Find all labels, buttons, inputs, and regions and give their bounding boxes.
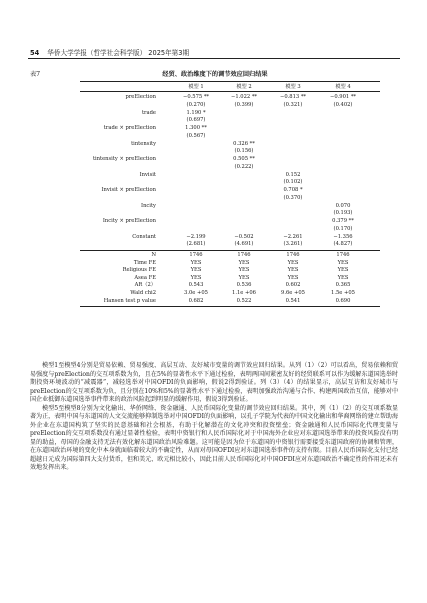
stat-cell: YES [337, 259, 349, 266]
stat-cell: 3.0e +05 [184, 290, 208, 296]
stat-cell: 1746 [189, 252, 203, 258]
row-label: Invisit [139, 171, 156, 178]
table-cell: (0.102) [283, 179, 303, 186]
table-cell: (0.321) [283, 101, 303, 108]
row-label: Constant [132, 233, 156, 240]
stat-label: N [151, 252, 156, 258]
stat-cell: YES [337, 274, 349, 281]
journal-name: 华侨大学学报（哲学社会科学版） 2025年第3期 [47, 49, 190, 57]
table-cell: −0.575 ** [182, 94, 210, 100]
stat-cell: 1.5e +05 [331, 290, 355, 296]
table-cell: (0.193) [333, 210, 353, 217]
stat-cell: YES [287, 274, 299, 281]
stat-cell: 0.522 [236, 297, 252, 304]
table-cell: 0.379 ** [332, 218, 354, 224]
table-cell: 1.300 ** [185, 125, 207, 131]
row-label: tintensity × preElection [92, 156, 156, 162]
column-header: 模型 2 [236, 84, 252, 90]
table-cell: (0.402) [333, 101, 353, 108]
stat-cell: YES [190, 267, 202, 274]
stat-cell: YES [238, 267, 250, 274]
row-label: Invisit × preElection [101, 187, 156, 193]
stat-cell: 0.543 [188, 282, 204, 289]
table-cell: −2.199 [186, 233, 206, 240]
table-cell: 0.326 ** [233, 140, 255, 147]
table-cell: 0.708 * [283, 187, 303, 193]
table-cell: (4.691) [234, 241, 254, 248]
stat-cell: 1.1e +06 [232, 290, 256, 296]
table-cell: −2.261 [283, 233, 303, 240]
column-header: 模型 3 [285, 84, 301, 90]
stat-label: Wald chi2 [130, 290, 156, 296]
paragraph: 模型1至模型4分别是贸易依赖、贸易强度、高层互动、友好城市变量的调节效应回归结果。从列（1）（2）可以看出，贸易依赖和贸易强度与preElection的交互项系数为负，且在5%的显著性水平下通过检验，表明两国间紧密友好的经贸联系可以作为缓解东道国选举时期投资环境波动的“减震器”，减轻选举对中国OFDI的负面影响，假说2得到验证。列（3）（4）的结果显示，高层互访和友好城市与preElection的交互项系数为负，且分别在10%和5%的显著性水平下通过检验，表明加强政治沟通与合作、构建两国政治互信，能够对中国企业抵御东道国选举事件带来的政治风险起到明显的缓解作用，假说3得到验证。 [30, 362, 398, 403]
stat-cell: YES [287, 267, 299, 274]
column-header: 模型 1 [188, 84, 204, 90]
table-cell: (3.261) [283, 241, 303, 248]
table-cell: 0.152 [285, 171, 301, 178]
table-number: 表7 [30, 71, 41, 78]
table-title: 经贸、政治维度下的调节效应回归结果 [162, 71, 268, 78]
table-bottom-rule [80, 306, 380, 307]
body-text [30, 362, 398, 473]
stat-cell: 0.690 [335, 297, 351, 304]
stat-cell: YES [337, 267, 349, 274]
stat-cell: YES [190, 274, 202, 281]
stat-cell: YES [238, 259, 250, 266]
table-cell: 1.190 * [186, 109, 206, 116]
table-cell: (0.567) [186, 132, 206, 139]
table-cell: −1.356 [333, 233, 353, 240]
page-number: 54 [30, 49, 40, 57]
row-label: Incity × preElection [102, 218, 156, 224]
row-label: tintensity [131, 140, 156, 147]
stat-cell: 0.682 [188, 297, 204, 304]
table-cell: (0.399) [234, 101, 254, 108]
table-cell: 0.070 [335, 202, 351, 209]
table-cell: (0.170) [333, 225, 353, 232]
row-label: Incity [141, 202, 156, 209]
running-head [30, 47, 400, 57]
header-rule [28, 58, 400, 59]
table-cell: (0.222) [234, 163, 254, 170]
table-stats-rule [80, 250, 380, 251]
table-cell: (0.697) [186, 117, 206, 124]
table-cell: −0.901 ** [329, 94, 357, 100]
stat-label: Hansen test p value [103, 297, 156, 304]
table-cell: (0.370) [283, 194, 303, 201]
row-label: trade × preElection [103, 125, 156, 131]
table-cell: −1.022 ** [230, 94, 258, 100]
table-cell: (0.270) [186, 101, 206, 108]
table-cell: −0.502 [234, 233, 254, 240]
stat-label: AR（2） [134, 282, 156, 289]
stat-cell: 0.365 [335, 282, 351, 289]
stat-cell: 1746 [286, 252, 300, 258]
paragraph: 模型5至模型8分别为文化输出、华侨网络、资金融通、人民币国际化变量的调节效应回归结果。其中，列（1）（2）的交互项系数显著为正，表明中国与东道国的人文交流能够抑制选举对中国OFDI的负面影响，以孔子学院为代表的中国文化输出和华裔网络的建立帮助海外企业在东道国构筑了坚实的民意基础和社会根基，有助于化解潜在的文化冲突和投资壁垒；资金融通和人民币国际化代理变量与preElection的交互项系数没有通过显著性检验，表明中资银行和人民币国际化对于中国海外企业应对东道国选举带来的投资风险没有明显的助益，母国的金融支持无法有效化解东道国政治风险难题。这可能是因为位于东道国的中资银行需要接受东道国政府的协调和管理，在东道国政治环境的变化中本身就面临着较大的不确定性，从而对母国OFDI应对东道国选举事件的支持有限。目前人民币国际化支付已经超越日元成为国际第四大支付货币，但和美元、欧元相比较小，因此目前人民币国际化对中国OFDI应对东道国政治不确定性的作用还未有效地发挥出来。 [30, 404, 398, 471]
stat-cell: YES [190, 259, 202, 266]
stat-cell: 0.536 [236, 282, 252, 289]
stat-cell: 1746 [237, 252, 251, 258]
stat-cell: YES [238, 274, 250, 281]
table-cell: (4.827) [333, 241, 353, 248]
stat-cell: 0.602 [285, 282, 301, 289]
table-cell: (2.681) [186, 241, 206, 248]
stat-label: Religious FE [122, 267, 156, 274]
stat-cell: 9.6e +05 [281, 290, 305, 296]
table-cell: −0.813 ** [279, 94, 307, 100]
row-label: preElection [125, 94, 156, 100]
stat-label: Time FE [133, 259, 156, 266]
row-label: trade [141, 109, 156, 116]
stat-cell: YES [287, 259, 299, 266]
table-cell: 0.505 ** [233, 156, 255, 162]
stat-cell: 0.541 [285, 297, 301, 304]
stat-label: Asea FE [134, 274, 156, 281]
column-header: 模型 4 [335, 84, 351, 90]
table-header-rule [80, 91, 380, 92]
table-cell: (0.156) [234, 148, 254, 155]
stat-cell: 1746 [336, 252, 350, 258]
table-top-rule [80, 81, 380, 82]
